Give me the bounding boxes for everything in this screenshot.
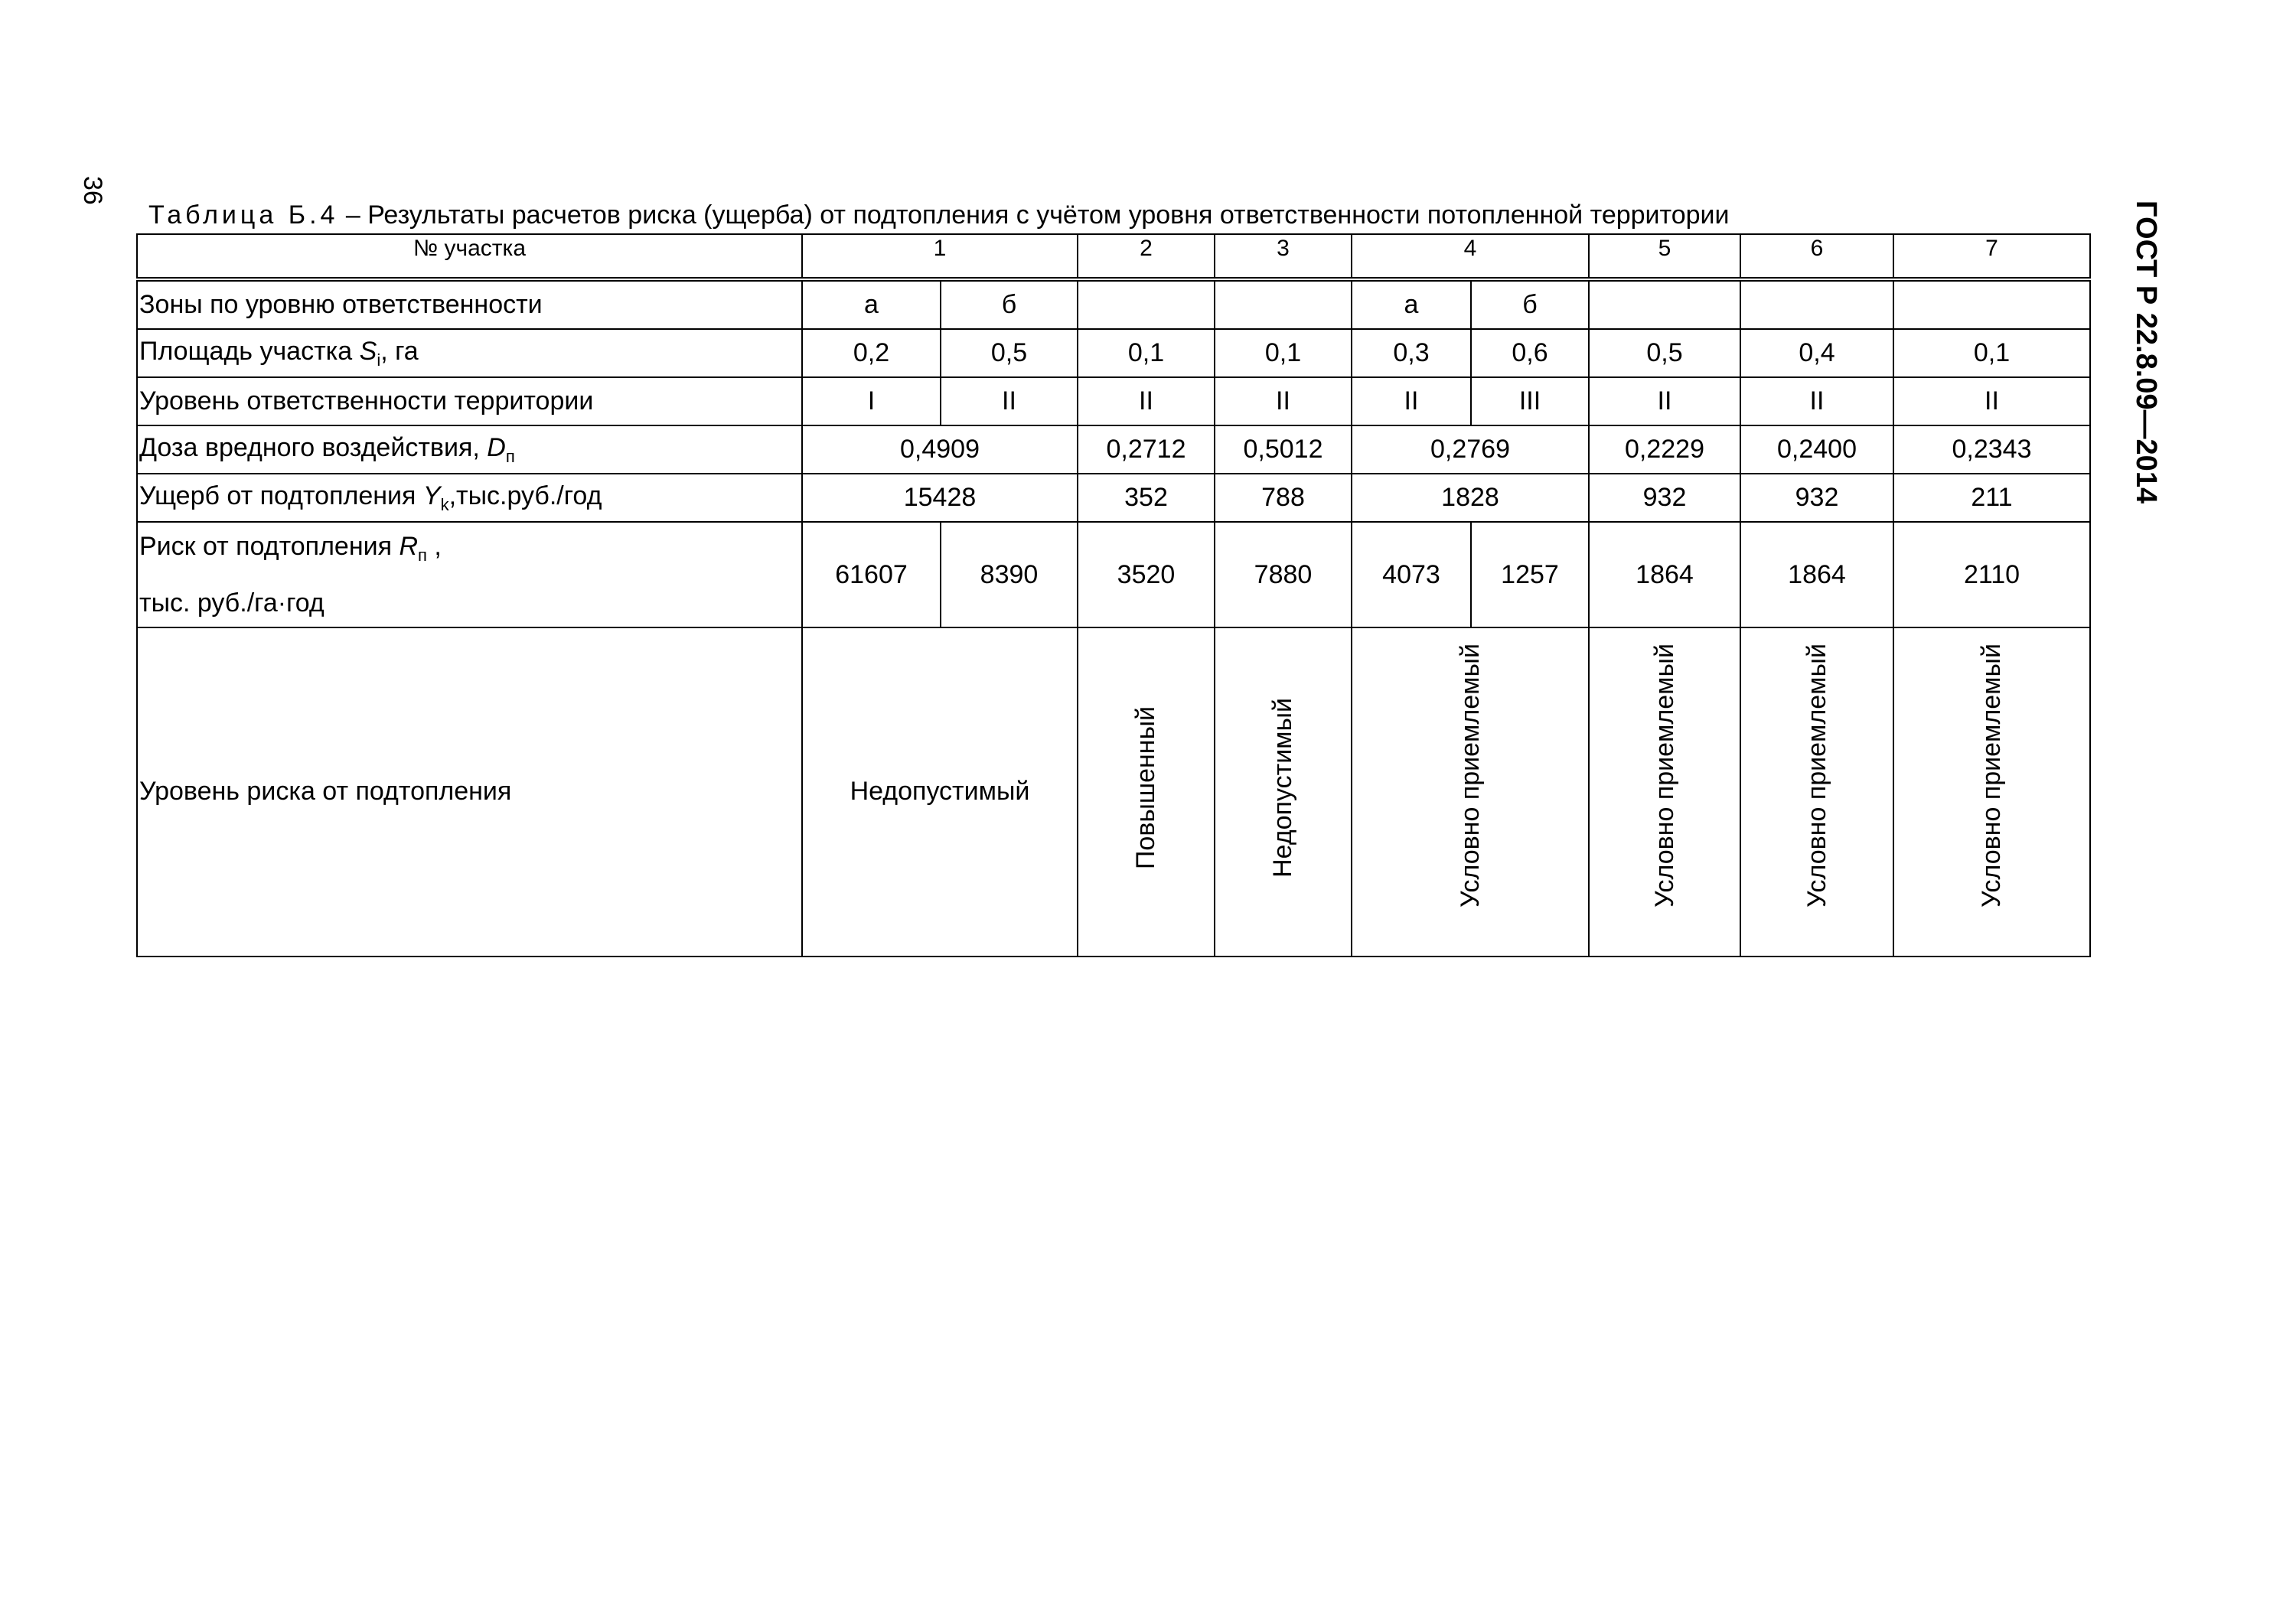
area-cell: 0,6 — [1471, 329, 1589, 377]
responsibility-cell: II — [1740, 377, 1893, 425]
responsibility-cell: I — [802, 377, 941, 425]
damage-cell: 15428 — [802, 474, 1078, 522]
risk-level-cell: Недопустимый — [802, 627, 1078, 957]
header-site-6: 6 — [1740, 234, 1893, 279]
responsibility-label: Уровень ответственности территории — [137, 377, 802, 425]
zones-cell: б — [941, 279, 1078, 329]
damage-row — [137, 474, 2090, 522]
responsibility-cell: II — [1215, 377, 1352, 425]
zones-cell — [1893, 279, 2090, 329]
damage-cell: 788 — [1215, 474, 1352, 522]
responsibility-row — [137, 377, 2090, 425]
dose-cell: 0,2400 — [1740, 425, 1893, 474]
risk-cell: 1864 — [1589, 522, 1740, 627]
header-site-3: 3 — [1215, 234, 1352, 279]
risk-level-row — [137, 627, 2090, 957]
risk-level-cell: Условно приемлемый — [1893, 627, 2090, 957]
header-label: № участка — [137, 234, 802, 279]
damage-cell: 1828 — [1352, 474, 1589, 522]
area-cell: 0,2 — [802, 329, 941, 377]
header-site-1: 1 — [802, 234, 1078, 279]
header-row — [137, 234, 2090, 279]
damage-cell: 352 — [1078, 474, 1215, 522]
area-cell: 0,5 — [1589, 329, 1740, 377]
area-cell: 0,1 — [1215, 329, 1352, 377]
header-site-7: 7 — [1893, 234, 2090, 279]
risk-label: Риск от подтопления $R_п$ , тыс. руб./га·год — [137, 522, 802, 627]
zones-cell — [1589, 279, 1740, 329]
header-site-5: 5 — [1589, 234, 1740, 279]
dose-cell: 0,2343 — [1893, 425, 2090, 474]
responsibility-cell: II — [1893, 377, 2090, 425]
responsibility-cell: III — [1471, 377, 1589, 425]
risk-cell: 61607 — [802, 522, 941, 627]
caption-label: Таблица Б.4 — [148, 200, 339, 230]
responsibility-cell: II — [1078, 377, 1215, 425]
area-cell: 0,1 — [1078, 329, 1215, 377]
damage-label: Ущерб от подтопления $Y_k,тыс.руб$./год — [137, 474, 802, 522]
risk-cell: 3520 — [1078, 522, 1215, 627]
damage-cell: 932 — [1740, 474, 1893, 522]
zones-cell — [1078, 279, 1215, 329]
risk-level-cell: Условно приемлемый — [1589, 627, 1740, 957]
area-row — [137, 329, 2090, 377]
area-cell: 0,3 — [1352, 329, 1471, 377]
risk-level-cell: Условно приемлемый — [1740, 627, 1893, 957]
area-cell: 0,4 — [1740, 329, 1893, 377]
risk-cell: 1257 — [1471, 522, 1589, 627]
header-site-4: 4 — [1352, 234, 1589, 279]
dose-label: Доза вредного воздействия, $D_п$ — [137, 425, 802, 474]
table-caption — [148, 200, 1730, 230]
header-site-2: 2 — [1078, 234, 1215, 279]
risk-cell: 7880 — [1215, 522, 1352, 627]
risk-cell: 1864 — [1740, 522, 1893, 627]
responsibility-cell: II — [1589, 377, 1740, 425]
responsibility-cell: II — [1352, 377, 1471, 425]
zones-label: Зоны по уровню ответственности — [137, 279, 802, 329]
risk-cell: 4073 — [1352, 522, 1471, 627]
risk-cell: 2110 — [1893, 522, 2090, 627]
area-label: Площадь участка $S_i$, га — [137, 329, 802, 377]
zones-cell — [1740, 279, 1893, 329]
zones-cell: а — [802, 279, 941, 329]
dose-cell: 0,2712 — [1078, 425, 1215, 474]
dose-cell: 0,2229 — [1589, 425, 1740, 474]
damage-cell: 211 — [1893, 474, 2090, 522]
document-code: ГОСТ Р 22.8.09—2014 — [2130, 200, 2162, 504]
zones-cell: б — [1471, 279, 1589, 329]
dose-cell: 0,2769 — [1352, 425, 1589, 474]
risk-level-label: Уровень риска от подтопления — [137, 627, 802, 957]
risk-level-cell: Повышенный — [1078, 627, 1215, 957]
risk-level-cell: Условно приемлемый — [1352, 627, 1589, 957]
caption-text: – Результаты расчетов риска (ущерба) от подтопления с учётом уровня ответственности потопленной территории — [338, 200, 1730, 230]
risk-results-table — [136, 233, 2091, 957]
risk-row — [137, 522, 2090, 627]
area-cell: 0,5 — [941, 329, 1078, 377]
page-number: 36 — [78, 176, 107, 205]
risk-cell: 8390 — [941, 522, 1078, 627]
responsibility-cell: II — [941, 377, 1078, 425]
dose-cell: 0,5012 — [1215, 425, 1352, 474]
zones-cell: а — [1352, 279, 1471, 329]
risk-level-cell: Недопустимый — [1215, 627, 1352, 957]
dose-row — [137, 425, 2090, 474]
area-cell: 0,1 — [1893, 329, 2090, 377]
zones-row — [137, 279, 2090, 329]
zones-cell — [1215, 279, 1352, 329]
dose-cell: 0,4909 — [802, 425, 1078, 474]
damage-cell: 932 — [1589, 474, 1740, 522]
